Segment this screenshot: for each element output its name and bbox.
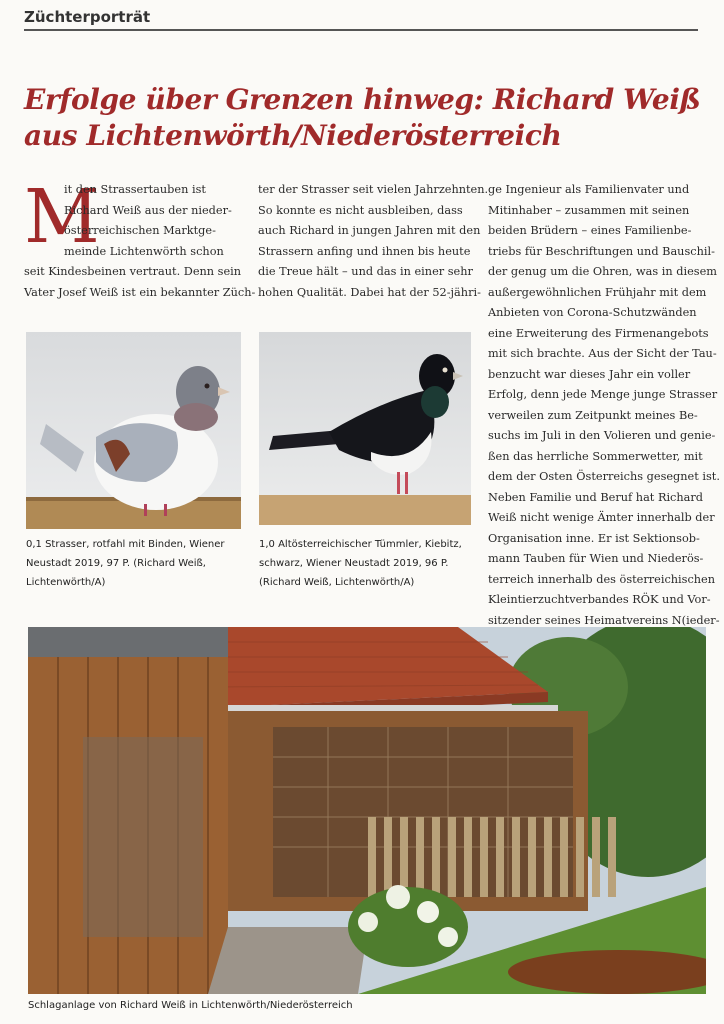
col3-line: der genug um die Ohren, was in diesem	[488, 265, 717, 278]
col3-line: mann Tauben für Wien und Niederös-	[488, 552, 704, 565]
drop-cap: M	[24, 174, 100, 260]
section-header: Züchterporträt	[24, 8, 151, 26]
col3-line: dem der Osten Österreichs gesegnet ist.	[488, 470, 720, 483]
caption-line: Neustadt 2019, 97 P. (Richard Weiß,	[26, 558, 206, 569]
col3-line: Weiß nicht wenige Ämter innerhalb der	[488, 511, 715, 524]
col3-line: Anbieten von Corona-Schutzwänden	[488, 306, 697, 319]
caption-line: Lichtenwörth/A)	[26, 577, 106, 588]
col2-line: Strassern anfing und ihnen bis heute	[258, 244, 471, 258]
section-rule	[24, 29, 698, 31]
caption-line: schwarz, Wiener Neustadt 2019, 96 P.	[259, 558, 449, 569]
text-column-3	[488, 180, 720, 631]
col3-line: Neben Familie und Beruf hat Richard	[488, 490, 704, 504]
col2-line: ter der Strasser seit vielen Jahrzehnten.	[258, 183, 489, 196]
col3-line: verweilen zum Zeitpunkt meines Be-	[488, 408, 698, 422]
caption-strasser	[26, 535, 225, 592]
headline-line-2: aus Lichtenwörth/Niederösterreich	[24, 119, 562, 152]
col2-line: die Treue hält – und das in einer sehr	[258, 265, 473, 278]
caption-tuemmler	[259, 535, 462, 592]
col3-line: triebs für Beschriftungen und Bauschil-	[488, 244, 715, 258]
col3-line: Erfolg, denn jede Menge junge Strasser	[488, 388, 718, 401]
col3-line: ge Ingenieur als Familienvater und	[488, 183, 690, 196]
col3-line: terreich innerhalb des österreichischen	[488, 572, 716, 586]
col3-line: mit sich brachte. Aus der Sicht der Tau-	[488, 347, 717, 360]
caption-line: (Richard Weiß, Lichtenwörth/A)	[259, 577, 415, 588]
col1-line: österreichischen Marktge-	[64, 224, 216, 237]
col3-line: sitzender seines Heimatvereins N(ieder-	[488, 613, 720, 627]
col3-line: benzucht war dieses Jahr ein voller	[488, 367, 691, 381]
col3-line: ßen das herrliche Sommerwetter, mit	[488, 449, 703, 463]
col3-line: beiden Brüdern – eines Familienbe-	[488, 224, 692, 237]
caption-line: 0,1 Strasser, rotfahl mit Binden, Wiener	[26, 539, 225, 550]
text-column-1	[24, 174, 256, 303]
col3-line: außergewöhnlichen Frühjahr mit dem	[488, 285, 707, 299]
strasser-pigeon-photo	[26, 332, 241, 529]
pigeon-loft-photo	[28, 627, 706, 994]
col3-line: Organisation inne. Er ist Sektionsob-	[488, 531, 700, 545]
col1-line: Richard Weiß aus der nieder-	[64, 203, 232, 217]
col1-line: seit Kindesbeinen vertraut. Denn sein	[24, 265, 242, 278]
col2-line: auch Richard in jungen Jahren mit den	[258, 224, 481, 237]
col3-line: suchs im Juli in den Volieren und genie-	[488, 429, 716, 442]
tuemmler-pigeon-photo	[259, 332, 471, 525]
article-headline	[24, 82, 704, 154]
col2-line: So konnte es nicht ausbleiben, dass	[258, 203, 463, 217]
headline-line-1: Erfolge über Grenzen hinweg: Richard Weiß	[24, 83, 701, 116]
col3-line: eine Erweiterung des Firmenangebots	[488, 326, 709, 340]
col3-line: Mitinhaber – zusammen mit seinen	[488, 203, 690, 217]
caption-loft: Schlaganlage von Richard Weiß in Lichtenwörth/Niederösterreich	[28, 1000, 353, 1011]
caption-line: 1,0 Altösterreichischer Tümmler, Kiebitz,	[259, 539, 462, 550]
text-column-2	[258, 180, 489, 303]
col1-line: meinde Lichtenwörth schon	[64, 244, 224, 258]
col1-line: it den Strassertauben ist	[64, 183, 206, 196]
col1-line: Vater Josef Weiß ist ein bekannter Züch-	[24, 285, 256, 299]
col3-line: Kleintierzuchtverbandes RÖK und Vor-	[488, 593, 711, 606]
col2-line: hohen Qualität. Dabei hat der 52-jähri-	[258, 285, 481, 299]
